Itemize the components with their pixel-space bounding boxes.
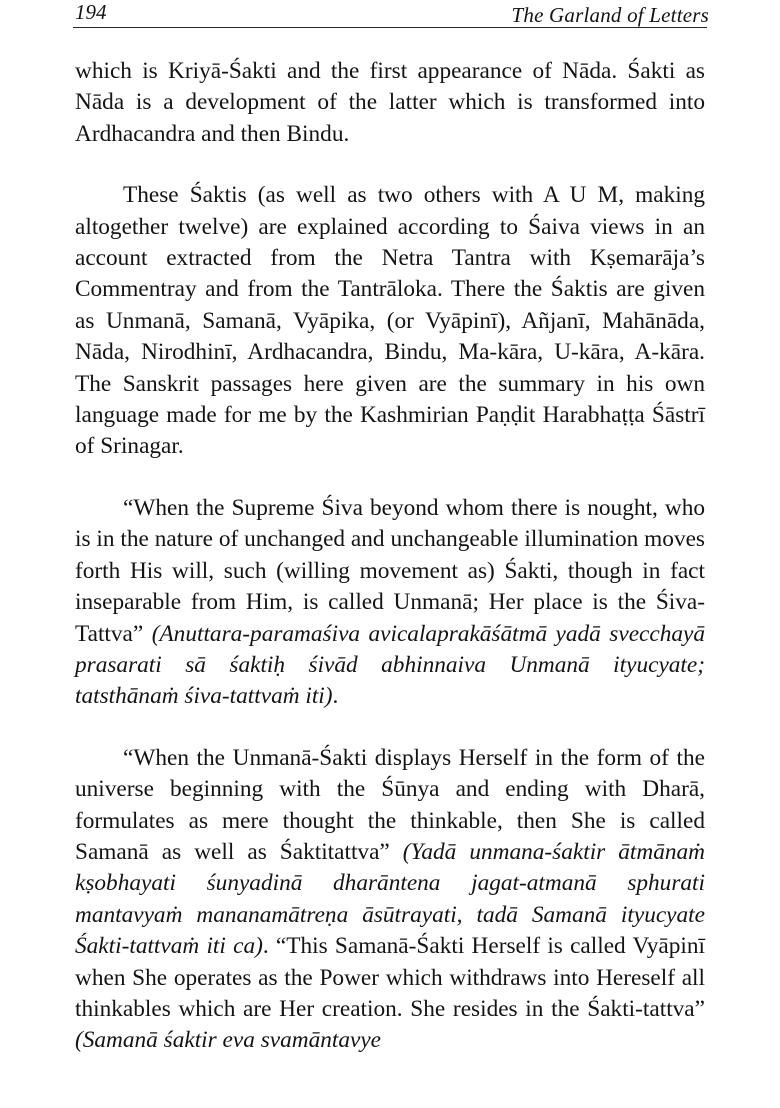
paragraph-1	[75, 56, 705, 150]
text-segment: which is Kriyā-Śakti and the first appearance of Nāda. Śakti as Nāda is a development of the latter which is transformed into Ardhacandra and then Bindu.	[75, 58, 705, 147]
text-segment: . “This Samanā-Śakti Herself is called Vyāpinī when She operates as the Power which withdraws into Hereself all thinkables which are Her creation. She resides in the Śakti-tattva”	[75, 933, 705, 1022]
running-head	[75, 0, 709, 27]
paragraph-4	[75, 743, 705, 1057]
page-number: 194	[75, 0, 107, 24]
body-text	[75, 56, 705, 1057]
paragraph-2	[75, 180, 705, 463]
text-segment: These Śaktis (as well as two others with A U M, making altogether twelve) are explained according to Śaiva views in an account extracted from the Netra Tantra with Kṣemarāja’s Commentray and from the Tantrāloka. There the Śaktis are given as Unmanā, Samanā, Vyāpika, (or Vyāpinī), Añjanī, Mahānāda, Nāda, Nirodhinī, Ardhacandra, Bindu, Ma-kāra, U-kāra, A-kāra. The Sanskrit passages here given are the summary in his own language made for me by the Kashmirian Paṇḍit Harabhaṭṭa Śāstrī of Srinagar.	[75, 182, 705, 460]
sanskrit-passage: (Yadā unmana-śaktir ātmānaṁ kṣobhayati śunyadinā dharāntena jagat-atmanā sphurati mantavyaṁ mananamātreṇa āsūtrayati, tadā Samanā ityucyate Śakti-tattvaṁ iti ca)	[75, 838, 705, 960]
sanskrit-passage: (Samanā śaktir eva svamāntavye	[75, 1027, 382, 1054]
sanskrit-passage: (Anuttara-paramaśiva avicalaprakāśātmā yadā svecchayā prasarati sā śaktiḥ śivād abhinnaiva Unmanā ityucyate; tatsthānaṁ śiva-tattvaṁ iti)	[75, 620, 706, 710]
paragraph-3	[75, 493, 705, 713]
text-segment: .	[332, 683, 339, 710]
header-rule	[73, 27, 707, 28]
book-page	[75, 0, 709, 1054]
text-segment: “When the Supreme Śiva beyond whom there is nought, who is in the nature of unchanged and unchangeable illumination moves forth His will, such (willing movement as) Śakti, though in fact inseparable from Him, is called Unmanā; Her place is the Śiva-Tattva”	[75, 494, 705, 647]
book-title: The Garland of Letters	[511, 3, 709, 27]
text-segment: “When the Unmanā-Śakti displays Herself in the form of the universe beginning with the Śūnya and ending with Dharā, formulates as mere thought the thinkable, then She is called Samanā as well as Śaktitattva”	[75, 744, 705, 865]
